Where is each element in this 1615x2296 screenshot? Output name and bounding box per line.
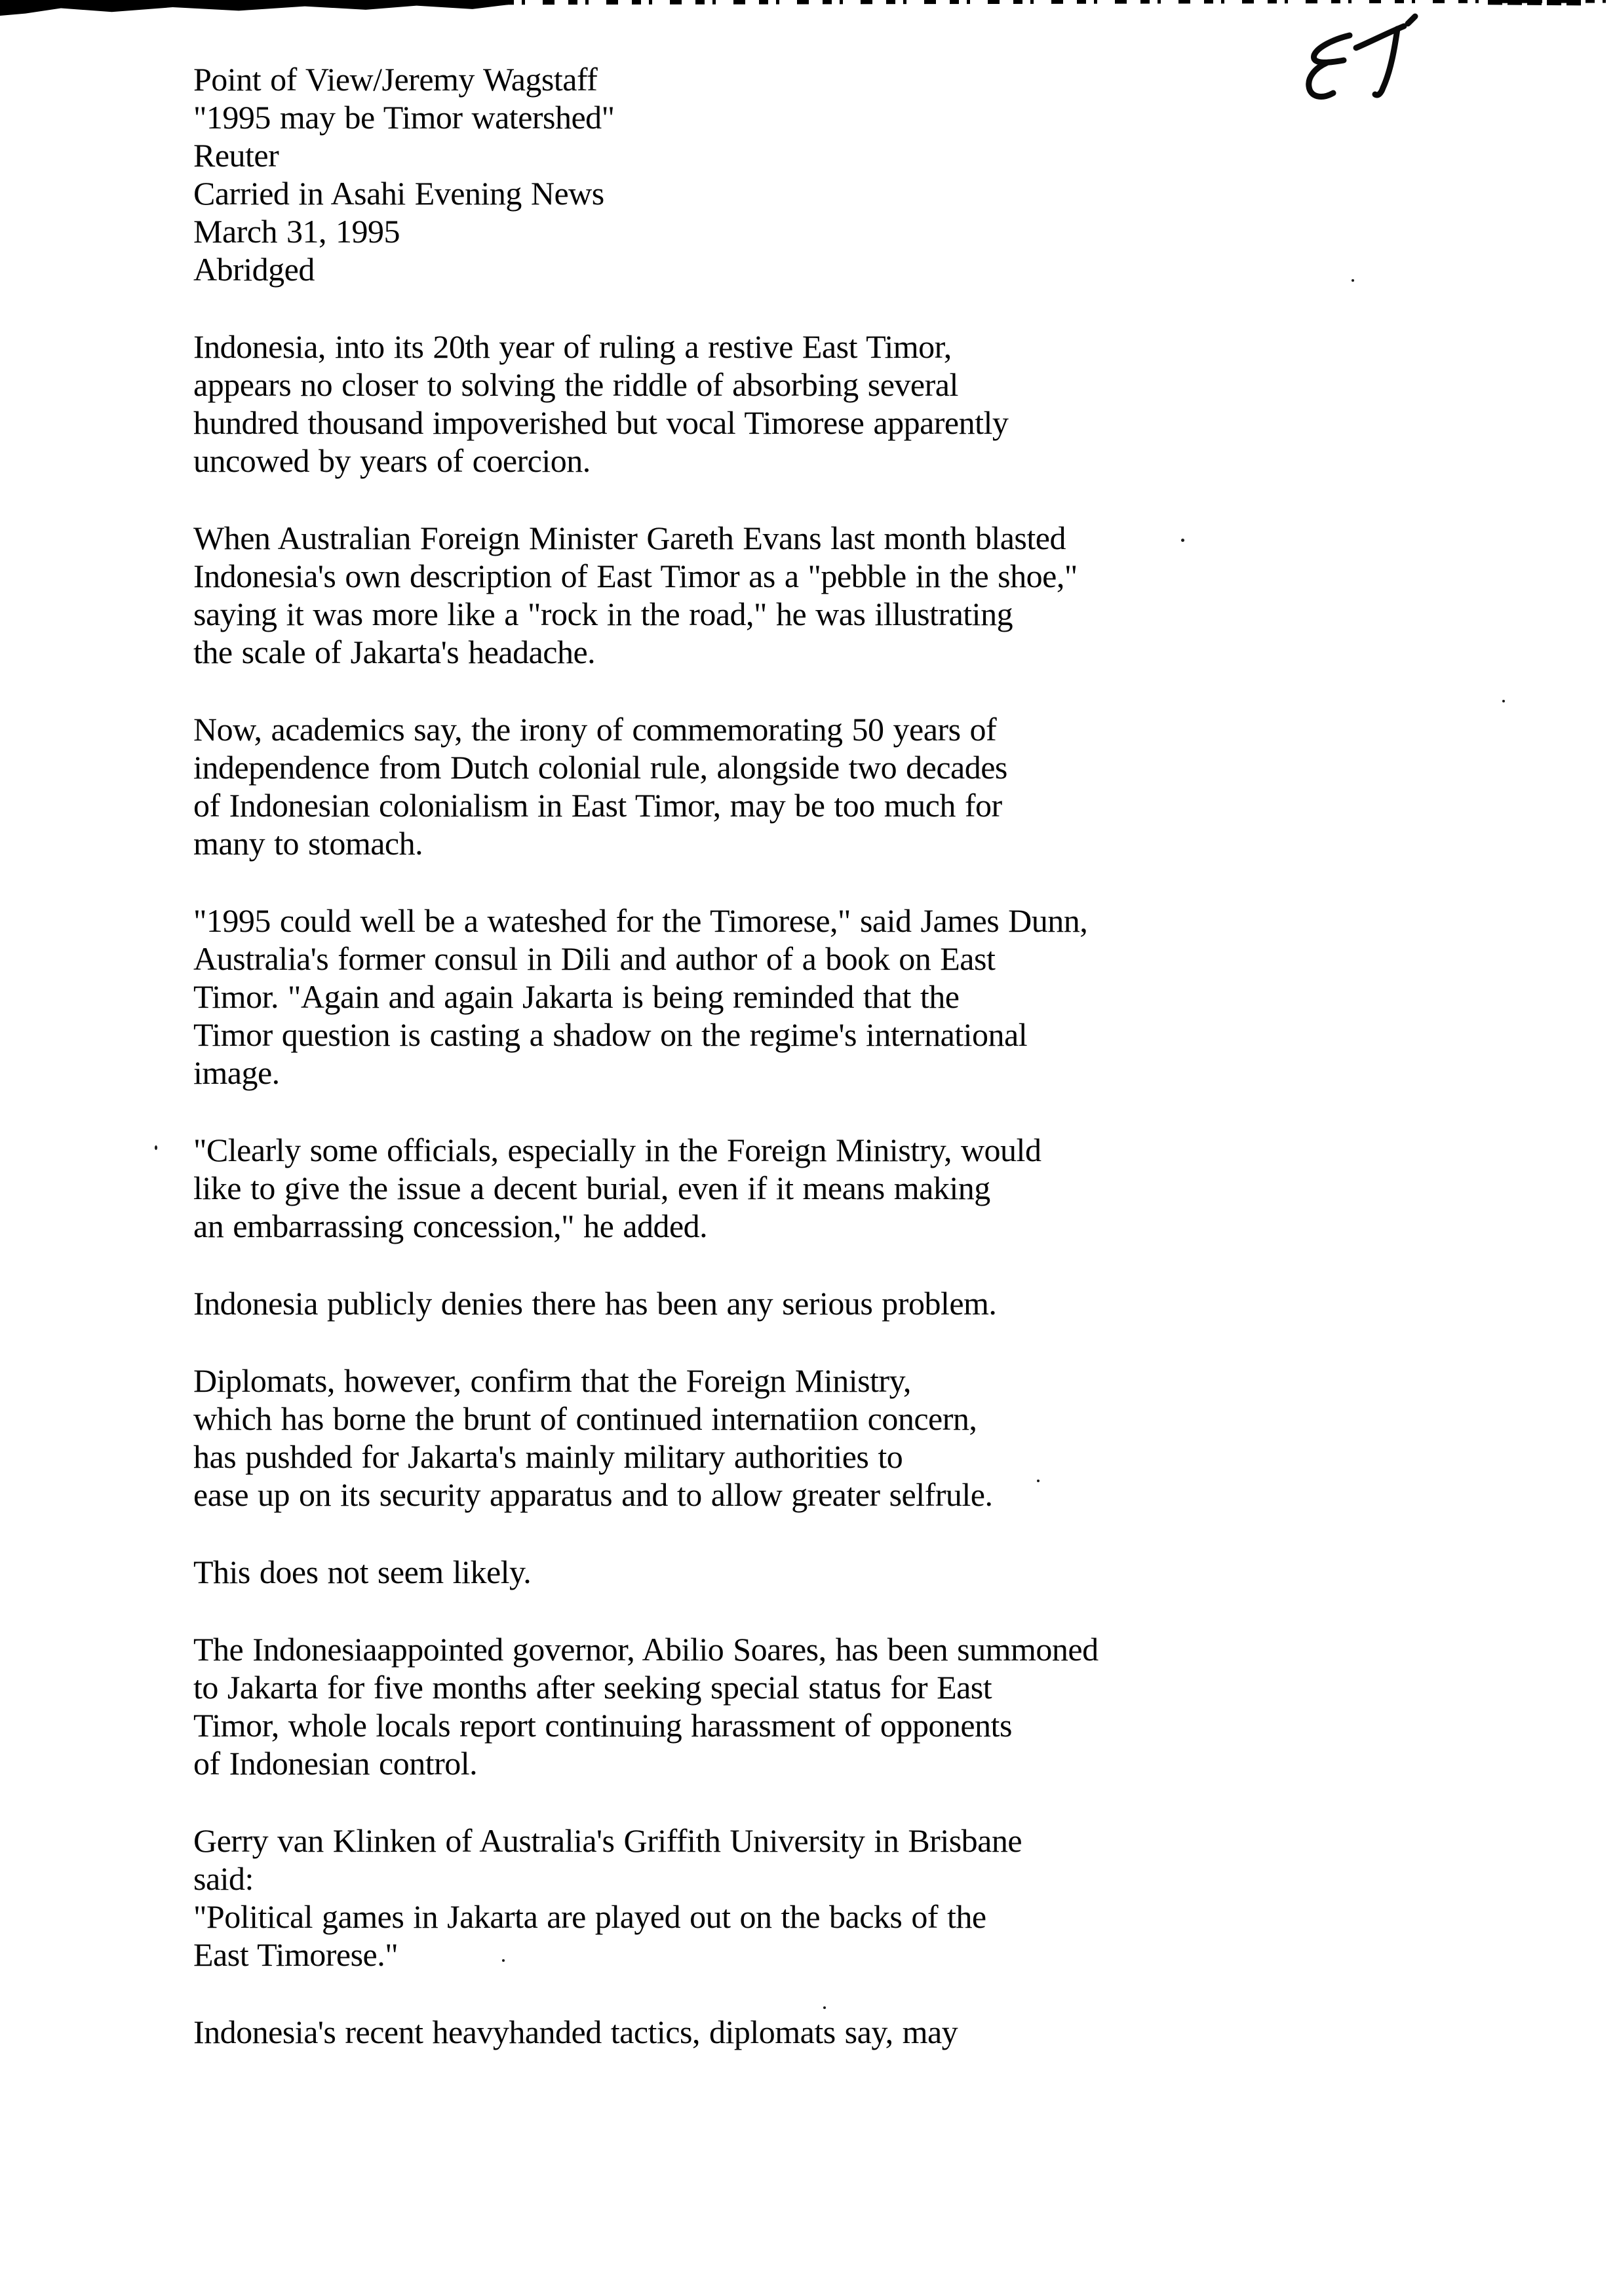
- text-line: Indonesia publicly denies there has been any serious problem.: [193, 1285, 997, 1322]
- paragraph: [193, 1630, 1216, 1782]
- header-line: Carried in Asahi Evening News: [193, 175, 604, 212]
- text-line: This does not seem likely.: [193, 1554, 532, 1590]
- text-line: East Timorese.": [193, 1936, 399, 1973]
- scan-speck: [1502, 700, 1505, 702]
- scan-artifact-dashes: [1488, 0, 1586, 8]
- text-line: said:: [193, 1860, 254, 1897]
- paragraph: [193, 1131, 1216, 1245]
- text-line: Gerry van Klinken of Australia's Griffith University in Brisbane: [193, 1822, 1022, 1859]
- header-line: "1995 may be Timor watershed": [193, 99, 615, 136]
- text-line: ease up on its security apparatus and to allow greater selfrule.: [193, 1476, 993, 1513]
- paragraph: [193, 902, 1216, 1092]
- text-line: many to stomach.: [193, 825, 423, 862]
- text-line: When Australian Foreign Minister Gareth Evans last month blasted: [193, 520, 1066, 556]
- text-line: uncowed by years of coercion.: [193, 442, 591, 479]
- text-line: to Jakarta for five months after seeking special status for East: [193, 1669, 992, 1706]
- text-line: "Clearly some officials, especially in the Foreign Ministry, would: [193, 1132, 1041, 1168]
- text-line: Indonesia's recent heavyhanded tactics, diplomats say, may: [193, 2014, 958, 2050]
- text-line: image.: [193, 1054, 280, 1091]
- scan-artifact-bar: [0, 0, 508, 16]
- text-line: which has borne the brunt of continued internatiion concern,: [193, 1400, 977, 1437]
- text-line: saying it was more like a "rock in the road," he was illustrating: [193, 596, 1013, 632]
- typed-text-column: [193, 60, 1216, 2051]
- header-line: March 31, 1995: [193, 213, 400, 250]
- text-line: "1995 could well be a wateshed for the Timorese," said James Dunn,: [193, 902, 1088, 939]
- paragraph: [193, 1822, 1216, 1974]
- text-line: hundred thousand impoverished but vocal Timorese apparently: [193, 404, 1009, 441]
- text-line: an embarrassing concession," he added.: [193, 1208, 708, 1244]
- text-line: Australia's former consul in Dili and author of a book on East: [193, 940, 996, 977]
- paragraph: [193, 2013, 1216, 2051]
- text-line: appears no closer to solving the riddle of absorbing several: [193, 366, 958, 403]
- text-line: The Indonesiaappointed governor, Abilio Soares, has been summoned: [193, 1631, 1099, 1668]
- text-line: independence from Dutch colonial rule, alongside two decades: [193, 749, 1007, 786]
- paragraph: [193, 710, 1216, 862]
- text-line: Diplomats, however, confirm that the Foreign Ministry,: [193, 1362, 911, 1399]
- text-line: has pushded for Jakarta's mainly military authorities to: [193, 1438, 903, 1475]
- paragraph: [193, 1553, 1216, 1591]
- text-line: of Indonesian control.: [193, 1745, 478, 1782]
- text-line: Timor. "Again and again Jakarta is being reminded that the: [193, 978, 960, 1015]
- header-line: Point of View/Jeremy Wagstaff: [193, 61, 598, 98]
- text-line: Indonesia's own description of East Timor as a "pebble in the shoe,": [193, 558, 1078, 594]
- document-header: [193, 60, 1216, 288]
- text-line: the scale of Jakarta's headache.: [193, 634, 596, 670]
- header-line: Reuter: [193, 137, 279, 174]
- text-line: Now, academics say, the irony of commemorating 50 years of: [193, 711, 997, 748]
- paragraph: [193, 1362, 1216, 1514]
- text-line: of Indonesian colonialism in East Timor, may be too much for: [193, 787, 1002, 824]
- article-body: [193, 328, 1216, 2051]
- scan-speck: [1352, 279, 1354, 282]
- text-line: Timor, whole locals report continuing harassment of opponents: [193, 1707, 1012, 1744]
- header-line: Abridged: [193, 251, 315, 288]
- scan-speck: [155, 1145, 157, 1150]
- paragraph: [193, 328, 1216, 480]
- text-line: Timor question is casting a shadow on the regime's international: [193, 1016, 1028, 1053]
- paragraph: [193, 1284, 1216, 1322]
- handwritten-annotation-et: [1286, 10, 1424, 119]
- text-line: "Political games in Jakarta are played out on the backs of the: [193, 1898, 986, 1935]
- text-line: Indonesia, into its 20th year of ruling a restive East Timor,: [193, 328, 952, 365]
- text-line: like to give the issue a decent burial, even if it means making: [193, 1170, 990, 1206]
- paragraph: [193, 519, 1216, 671]
- scan-artifact-dashes: [505, 0, 1615, 5]
